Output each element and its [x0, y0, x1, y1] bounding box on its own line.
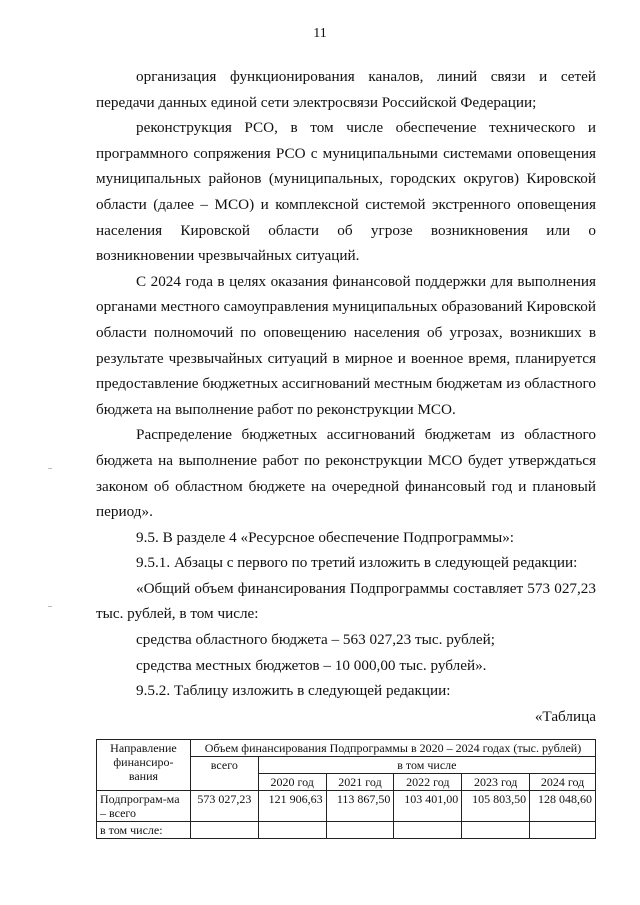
header-year: 2021 год — [326, 774, 394, 791]
cell-value — [394, 822, 462, 839]
paragraph-local-budget: средства местных бюджетов – 10 000,00 тыс. рублей». — [136, 656, 487, 674]
row-label: в том числе: — [97, 822, 191, 839]
cell-value — [530, 822, 596, 839]
paragraph-section-9-5-2: 9.5.2. Таблицу изложить в следующей редакции: — [136, 682, 451, 700]
cell-value: 103 401,00 — [394, 791, 462, 822]
header-including: в том числе — [258, 757, 595, 774]
paragraph-channels: организация функционирования каналов, линий связи и сетей передачи данных единой сети электросвязи Российской Федерации; — [96, 68, 596, 111]
page-number: 11 — [313, 26, 327, 41]
paragraph-regional-budget: средства областного бюджета – 563 027,23 тыс. рублей; — [136, 631, 496, 649]
financing-table — [96, 739, 596, 839]
cell-total — [190, 822, 258, 839]
table-caption: «Таблица — [534, 707, 596, 725]
cell-value: 105 803,50 — [462, 791, 530, 822]
cell-value — [258, 822, 326, 839]
margin-mark — [48, 606, 52, 607]
cell-value: 128 048,60 — [530, 791, 596, 822]
row-label: Подпрограм-ма – всего — [97, 791, 191, 822]
document-body — [96, 64, 596, 729]
paragraph-distribution: Распределение бюджетных ассигнований бюджетам из областного бюджета на выполнение работ по реконструкции МСО будет утверждаться законом об областном бюджете на очередной финансовый год и плановый период». — [96, 426, 596, 521]
cell-total: 573 027,23 — [190, 791, 258, 822]
header-volume: Объем финансирования Подпрограммы в 2020 – 2024 годах (тыс. рублей) — [190, 740, 595, 757]
paragraph-2024-support: С 2024 года в целях оказания финансовой поддержки для выполнения органами местного самоуправления муниципальных образований Кировской области полномочий по оповещению населения об угрозах, возникших в результате чрезвычайных ситуаций в мирное и военное время, планируется предоставление бюджетных ассигнований местным бюджетам из областного бюджета на выполнение работ по реконструкции МСО. — [96, 272, 596, 418]
cell-value: 121 906,63 — [258, 791, 326, 822]
cell-value — [326, 822, 394, 839]
cell-value: 113 867,50 — [326, 791, 394, 822]
table-row — [97, 822, 596, 839]
header-year: 2023 год — [462, 774, 530, 791]
header-total: всего — [190, 757, 258, 791]
paragraph-section-9-5-1: 9.5.1. Абзацы с первого по третий изложить в следующей редакции: — [136, 554, 578, 572]
cell-value — [462, 822, 530, 839]
header-direction: Направление финансиро-вания — [97, 740, 191, 791]
header-year: 2024 год — [530, 774, 596, 791]
table-row — [97, 791, 596, 822]
margin-mark — [48, 468, 52, 469]
header-year: 2022 год — [394, 774, 462, 791]
paragraph-section-9-5: 9.5. В разделе 4 «Ресурсное обеспечение Подпрограммы»: — [136, 528, 515, 546]
paragraph-reconstruction: реконструкция РСО, в том числе обеспечение технического и программного сопряжения РСО с муниципальными системами оповещения муниципальных районов (муниципальных, городских округов) Кировской области (далее – МСО) и комплексной системой экстренного оповещения населения Кировской области об угрозе возникновения или о возникновении чрезвычайных ситуаций. — [96, 119, 596, 265]
header-year: 2020 год — [258, 774, 326, 791]
paragraph-total-volume: «Общий объем финансирования Подпрограммы составляет 573 027,23 тыс. рублей, в том числе: — [96, 579, 596, 623]
